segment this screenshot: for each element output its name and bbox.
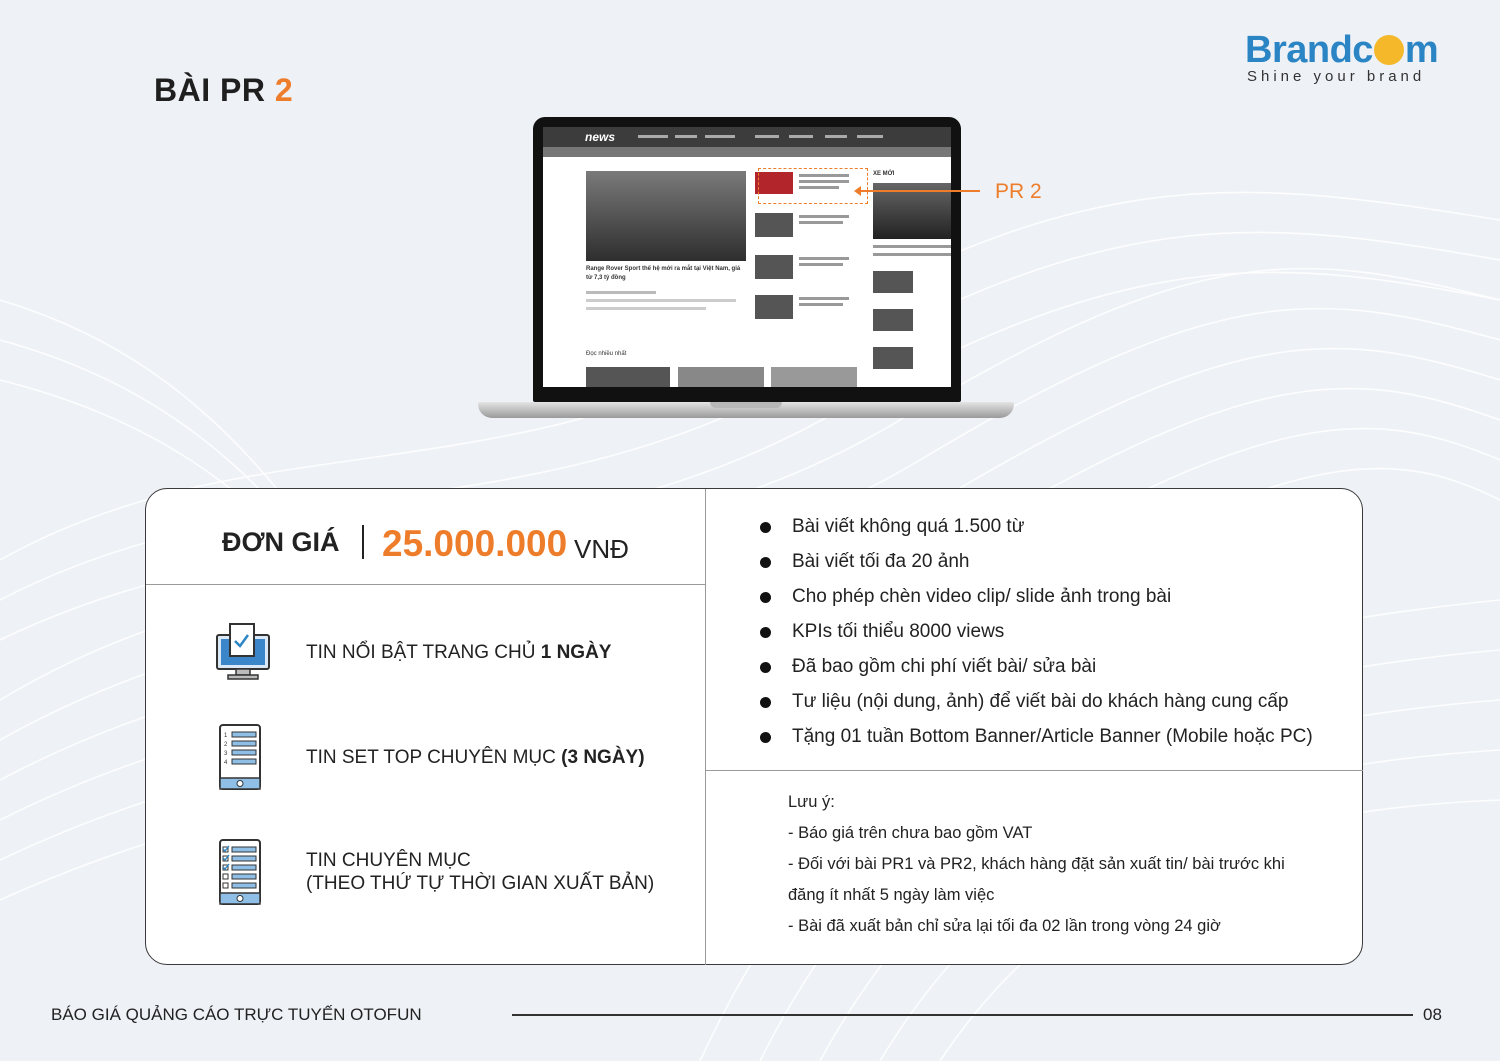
site-subnav (543, 147, 951, 157)
note-line: - Đối với bài PR1 và PR2, khách hàng đặt sản xuất tin/ bài trước khi (788, 855, 1285, 873)
benefits-list (756, 509, 1313, 754)
pr2-arrow (858, 190, 980, 192)
page-title-number: 2 (274, 72, 294, 108)
page-number: 08 (1423, 1005, 1442, 1024)
page-title (154, 72, 293, 109)
price-unit: VNĐ (574, 534, 629, 564)
column-divider (705, 489, 706, 965)
price-separator (362, 525, 364, 559)
laptop-screen-frame (533, 117, 961, 402)
list-item: KPIs tối thiểu 8000 views (756, 614, 1313, 649)
site-logo: news (585, 130, 616, 144)
footer-rule (512, 1014, 1413, 1016)
website-screenshot (543, 127, 951, 387)
list-item: Tư liệu (nội dung, ảnh) để viết bài do khách hàng cung cấp (756, 684, 1313, 719)
most-read-label: Đọc nhiều nhất (586, 351, 627, 357)
brandcom-logo (1245, 30, 1445, 94)
site-navbar (543, 127, 951, 147)
price-divider (146, 584, 705, 585)
laptop-notch (710, 402, 782, 408)
svg-text:4: 4 (224, 760, 228, 766)
page-title-prefix: BÀI PR (154, 72, 275, 108)
sun-icon (1374, 35, 1404, 65)
laptop-preview (478, 117, 1014, 423)
feature-label: TIN NỔI BẬT TRANG CHỦ 1 NGÀY (306, 642, 612, 663)
pr2-label: PR 2 (995, 180, 1042, 203)
svg-text:1: 1 (224, 733, 228, 739)
svg-text:2: 2 (224, 742, 228, 748)
list-item: Tặng 01 tuần Bottom Banner/Article Banner (Mobile hoặc PC) (756, 719, 1313, 754)
checklist-phone-icon (216, 839, 270, 907)
hero-headline: Range Rover Sport thế hệ mới ra mắt tại Việt Nam, giá từ 7,3 tỷ đồng (586, 266, 741, 281)
list-item: Đã bao gồm chi phí viết bài/ sửa bài (756, 649, 1313, 684)
numbered-list-phone-icon (216, 724, 270, 792)
sidebar-label: XE MỚI (873, 171, 895, 177)
monitor-document-icon (216, 621, 270, 683)
svg-text:3: 3 (224, 751, 228, 757)
notes-title: Lưu ý: (788, 793, 835, 811)
feature-label: TIN CHUYÊN MỤC (THEO THỨ TỰ THỜI GIAN XUẤT BẢN) (306, 850, 655, 894)
list-item: Bài viết không quá 1.500 từ (756, 509, 1313, 544)
price-value: 25.000.000 (382, 523, 568, 564)
price-label: ĐƠN GIÁ (222, 527, 340, 557)
list-item: Bài viết tối đa 20 ảnh (756, 544, 1313, 579)
logo-wordmark: Brandc m (1245, 29, 1439, 71)
notes-section (788, 787, 1348, 942)
footer-title: BÁO GIÁ QUẢNG CÁO TRỰC TUYẾN OTOFUN (51, 1005, 422, 1024)
note-line: đăng ít nhất 5 ngày làm việc (788, 886, 995, 904)
pr2-highlight-box (758, 168, 868, 204)
feature-label: TIN SET TOP CHUYÊN MỤC (3 NGÀY) (306, 747, 645, 768)
notes-divider (706, 770, 1363, 771)
note-line: - Báo giá trên chưa bao gồm VAT (788, 824, 1033, 842)
pricing-card (145, 488, 1363, 965)
note-line: - Bài đã xuất bản chỉ sửa lại tối đa 02 lần trong vòng 24 giờ (788, 917, 1221, 935)
list-item: Cho phép chèn video clip/ slide ảnh trong bài (756, 579, 1313, 614)
logo-tagline: Shine your brand (1247, 68, 1426, 85)
hero-car-image (586, 171, 746, 261)
